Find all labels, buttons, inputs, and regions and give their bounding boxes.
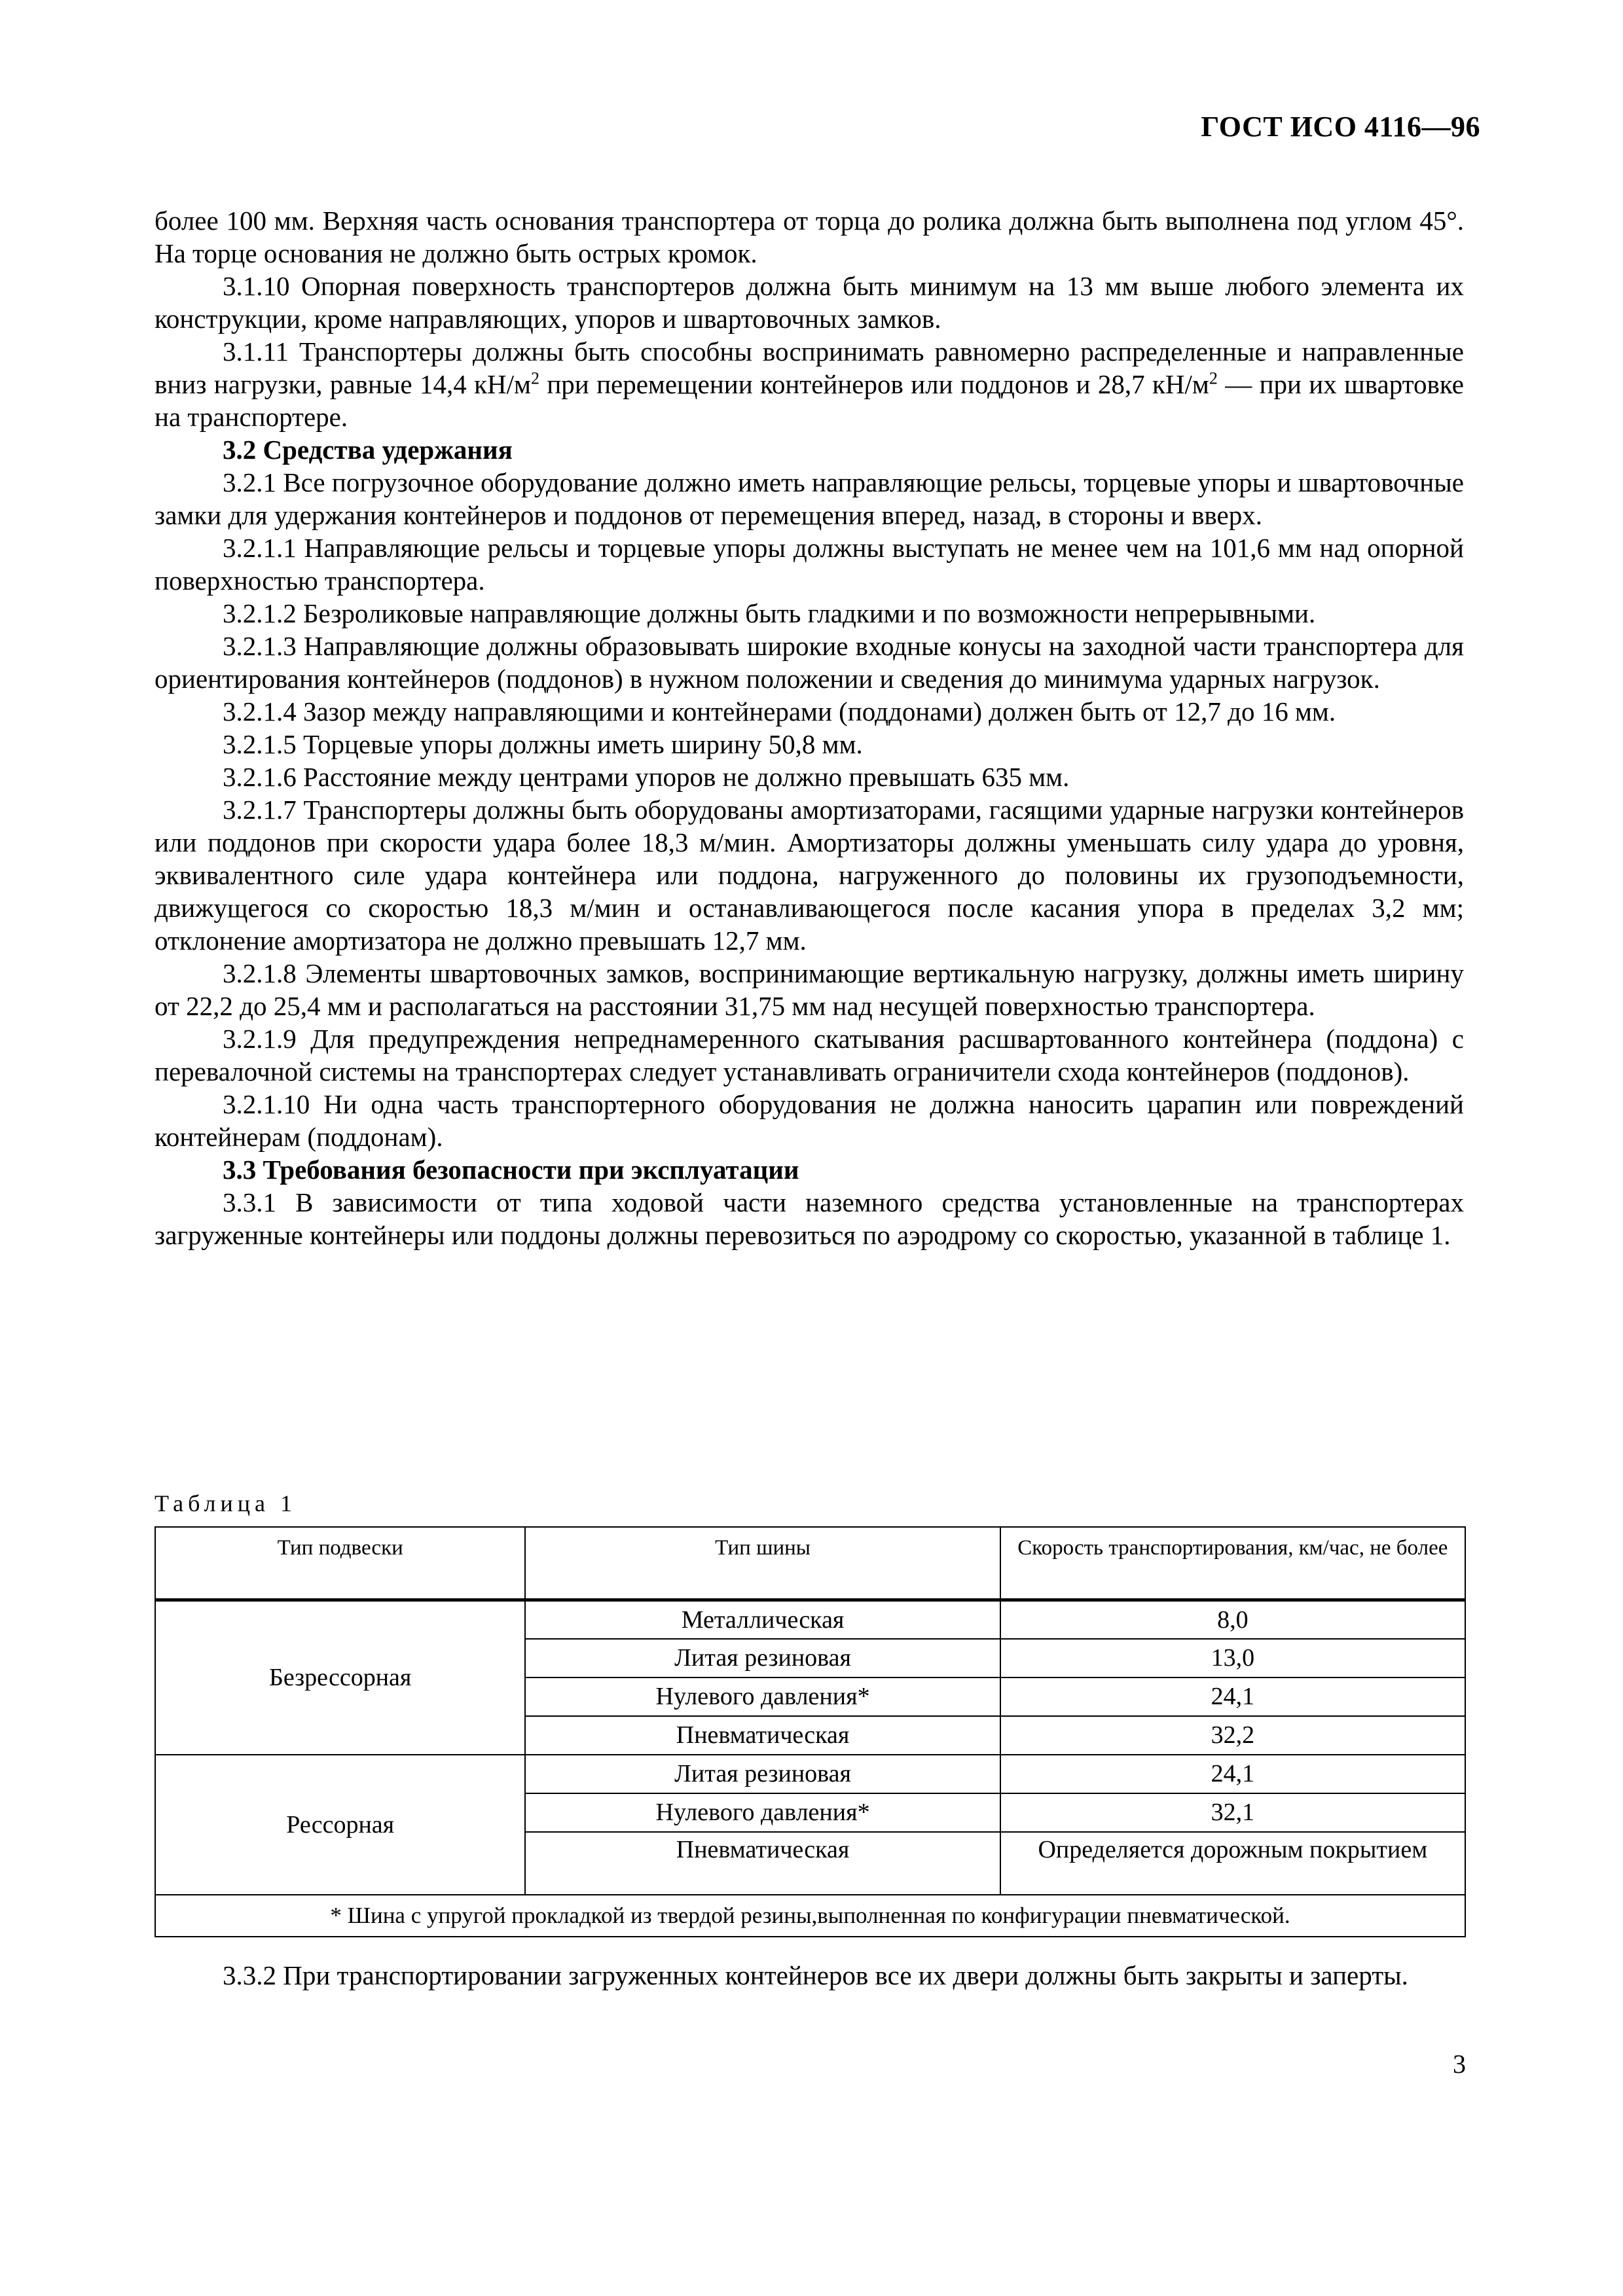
speed-cell: 32,1 xyxy=(1000,1793,1465,1832)
tire-cell: Нулевого давления* xyxy=(525,1677,1000,1716)
paragraph: 3.3.1 В зависимости от типа ходовой части наземного средства установленные на транспортерах загруженные контейнеры или поддоны должны перевозиться по аэродрому со скоростью, указанной в таблице 1. xyxy=(155,1187,1464,1250)
tire-cell: Литая резиновая xyxy=(525,1755,1000,1793)
speed-cell: 8,0 xyxy=(1000,1600,1465,1639)
table-footnote-row xyxy=(155,1895,1465,1937)
tire-cell: Пневматическая xyxy=(525,1832,1000,1895)
paragraph: 3.2.1.10 Ни одна часть транспортерного оборудования не должна наносить царапин или повреждений контейнерам (поддонам). xyxy=(155,1089,1464,1152)
suspension-cell: Безрессорная xyxy=(155,1600,525,1755)
tire-cell: Нулевого давления* xyxy=(525,1793,1000,1832)
paragraph-text: 3.1.11 Транспортеры должны быть способны воспринимать равномерно распределенные и направленные вниз нагрузки, равные 14,4 кН/м xyxy=(155,336,1464,399)
table-header-row xyxy=(155,1527,1465,1600)
paragraph: 3.2.1.9 Для предупреждения непреднамеренного скатывания расшвартованного контейнера (поддона) с перевалочной системы на транспортерах следует устанавливать ограничители схода контейнеров (поддонов). xyxy=(155,1024,1464,1086)
section-heading: 3.3 Требования безопасности при эксплуатации xyxy=(223,1155,799,1185)
paragraph: более 100 мм. Верхняя часть основания транспортера от торца до ролика должна быть выполнена под углом 45°. На торце основания не должно быть острых кромок. xyxy=(155,206,1464,268)
paragraph-text: при перемещении контейнеров или поддонов и 28,7 кН/м xyxy=(539,369,1209,399)
document-body-after-table xyxy=(155,1958,1466,1992)
table-footnote: * Шина с упругой прокладкой из твердой резины,выполненная по конфигурации пневматической. xyxy=(155,1895,1465,1937)
section-heading: 3.2 Средства удержания xyxy=(223,435,513,465)
document-header: ГОСТ ИСО 4116—96 xyxy=(1201,111,1480,143)
superscript: 2 xyxy=(1209,368,1218,388)
paragraph: 3.2.1.6 Расстояние между центрами упоров не должно превышать 635 мм. xyxy=(223,762,1070,792)
page-number: 3 xyxy=(1453,2049,1466,2079)
column-header: Скорость транспортирования, км/час, не более xyxy=(1000,1527,1465,1600)
paragraph: 3.2.1.2 Безроликовые направляющие должны быть гладкими и по возможности непрерывными. xyxy=(223,598,1316,628)
tire-cell: Литая резиновая xyxy=(525,1639,1000,1677)
column-header: Тип подвески xyxy=(155,1527,525,1600)
speed-cell: 32,2 xyxy=(1000,1716,1465,1755)
suspension-cell: Рессорная xyxy=(155,1755,525,1895)
paragraph: 3.2.1.7 Транспортеры должны быть оборудованы амортизаторами, гасящими ударные нагрузки контейнеров или поддонов при скорости удара более 18,3 м/мин. Амортизаторы должны уменьшать силу удара до уровня, эквивалентного силе удара контейнера или поддона, нагруженного до половины их грузоподъемности, движущегося со скоростью 18,3 м/мин и останавливающегося после касания упора в пределах 3,2 мм; отклонение амортизатора не должно превышать 12,7 мм. xyxy=(155,795,1464,956)
speed-table xyxy=(155,1526,1466,1937)
tire-cell: Пневматическая xyxy=(525,1716,1000,1755)
paragraph: 3.2.1 Все погрузочное оборудование должно иметь направляющие рельсы, торцевые упоры и швартовочные замки для удержания контейнеров и поддонов от перемещения вперед, назад, в стороны и вверх. xyxy=(155,467,1464,530)
paragraph: 3.2.1.5 Торцевые упоры должны иметь ширину 50,8 мм. xyxy=(223,729,863,759)
tire-cell: Металлическая xyxy=(525,1600,1000,1639)
speed-cell: 24,1 xyxy=(1000,1755,1465,1793)
table-caption: Таблица 1 xyxy=(155,1490,297,1516)
paragraph: 3.3.2 При транспортировании загруженных контейнеров все их двери должны быть закрыты и заперты. xyxy=(223,1960,1408,1990)
paragraph: 3.2.1.8 Элементы швартовочных замков, воспринимающие вертикальную нагрузку, должны иметь ширину от 22,2 до 25,4 мм и располагаться на расстоянии 31,75 мм над несущей поверхностью транспортера. xyxy=(155,958,1464,1021)
paragraph: 3.1.10 Опорная поверхность транспортеров должна быть минимум на 13 мм выше любого элемента их конструкции, кроме направляющих, упоров и швартовочных замков. xyxy=(155,271,1464,334)
speed-cell: Определяется дорожным покрытием xyxy=(1000,1832,1465,1895)
superscript: 2 xyxy=(530,368,539,388)
paragraph: 3.2.1.3 Направляющие должны образовывать широкие входные конусы на заходной части транспортера для ориентирования контейнеров (поддонов) в нужном положении и сведения до минимума ударных нагрузок. xyxy=(155,631,1464,694)
table-row xyxy=(155,1755,1465,1793)
speed-cell: 24,1 xyxy=(1000,1677,1465,1716)
paragraph-text: — при их швартовке на транспортере. xyxy=(155,369,1464,432)
paragraph: 3.2.1.1 Направляющие рельсы и торцевые упоры должны выступать не менее чем на 101,6 мм над опорной поверхностью транспортера. xyxy=(155,533,1464,596)
document-body xyxy=(155,204,1464,1251)
column-header: Тип шины xyxy=(525,1527,1000,1600)
table-row xyxy=(155,1600,1465,1639)
paragraph: 3.2.1.4 Зазор между направляющими и контейнерами (поддонами) должен быть от 12,7 до 16 мм. xyxy=(223,696,1336,726)
paragraph xyxy=(155,335,1464,433)
speed-cell: 13,0 xyxy=(1000,1639,1465,1677)
